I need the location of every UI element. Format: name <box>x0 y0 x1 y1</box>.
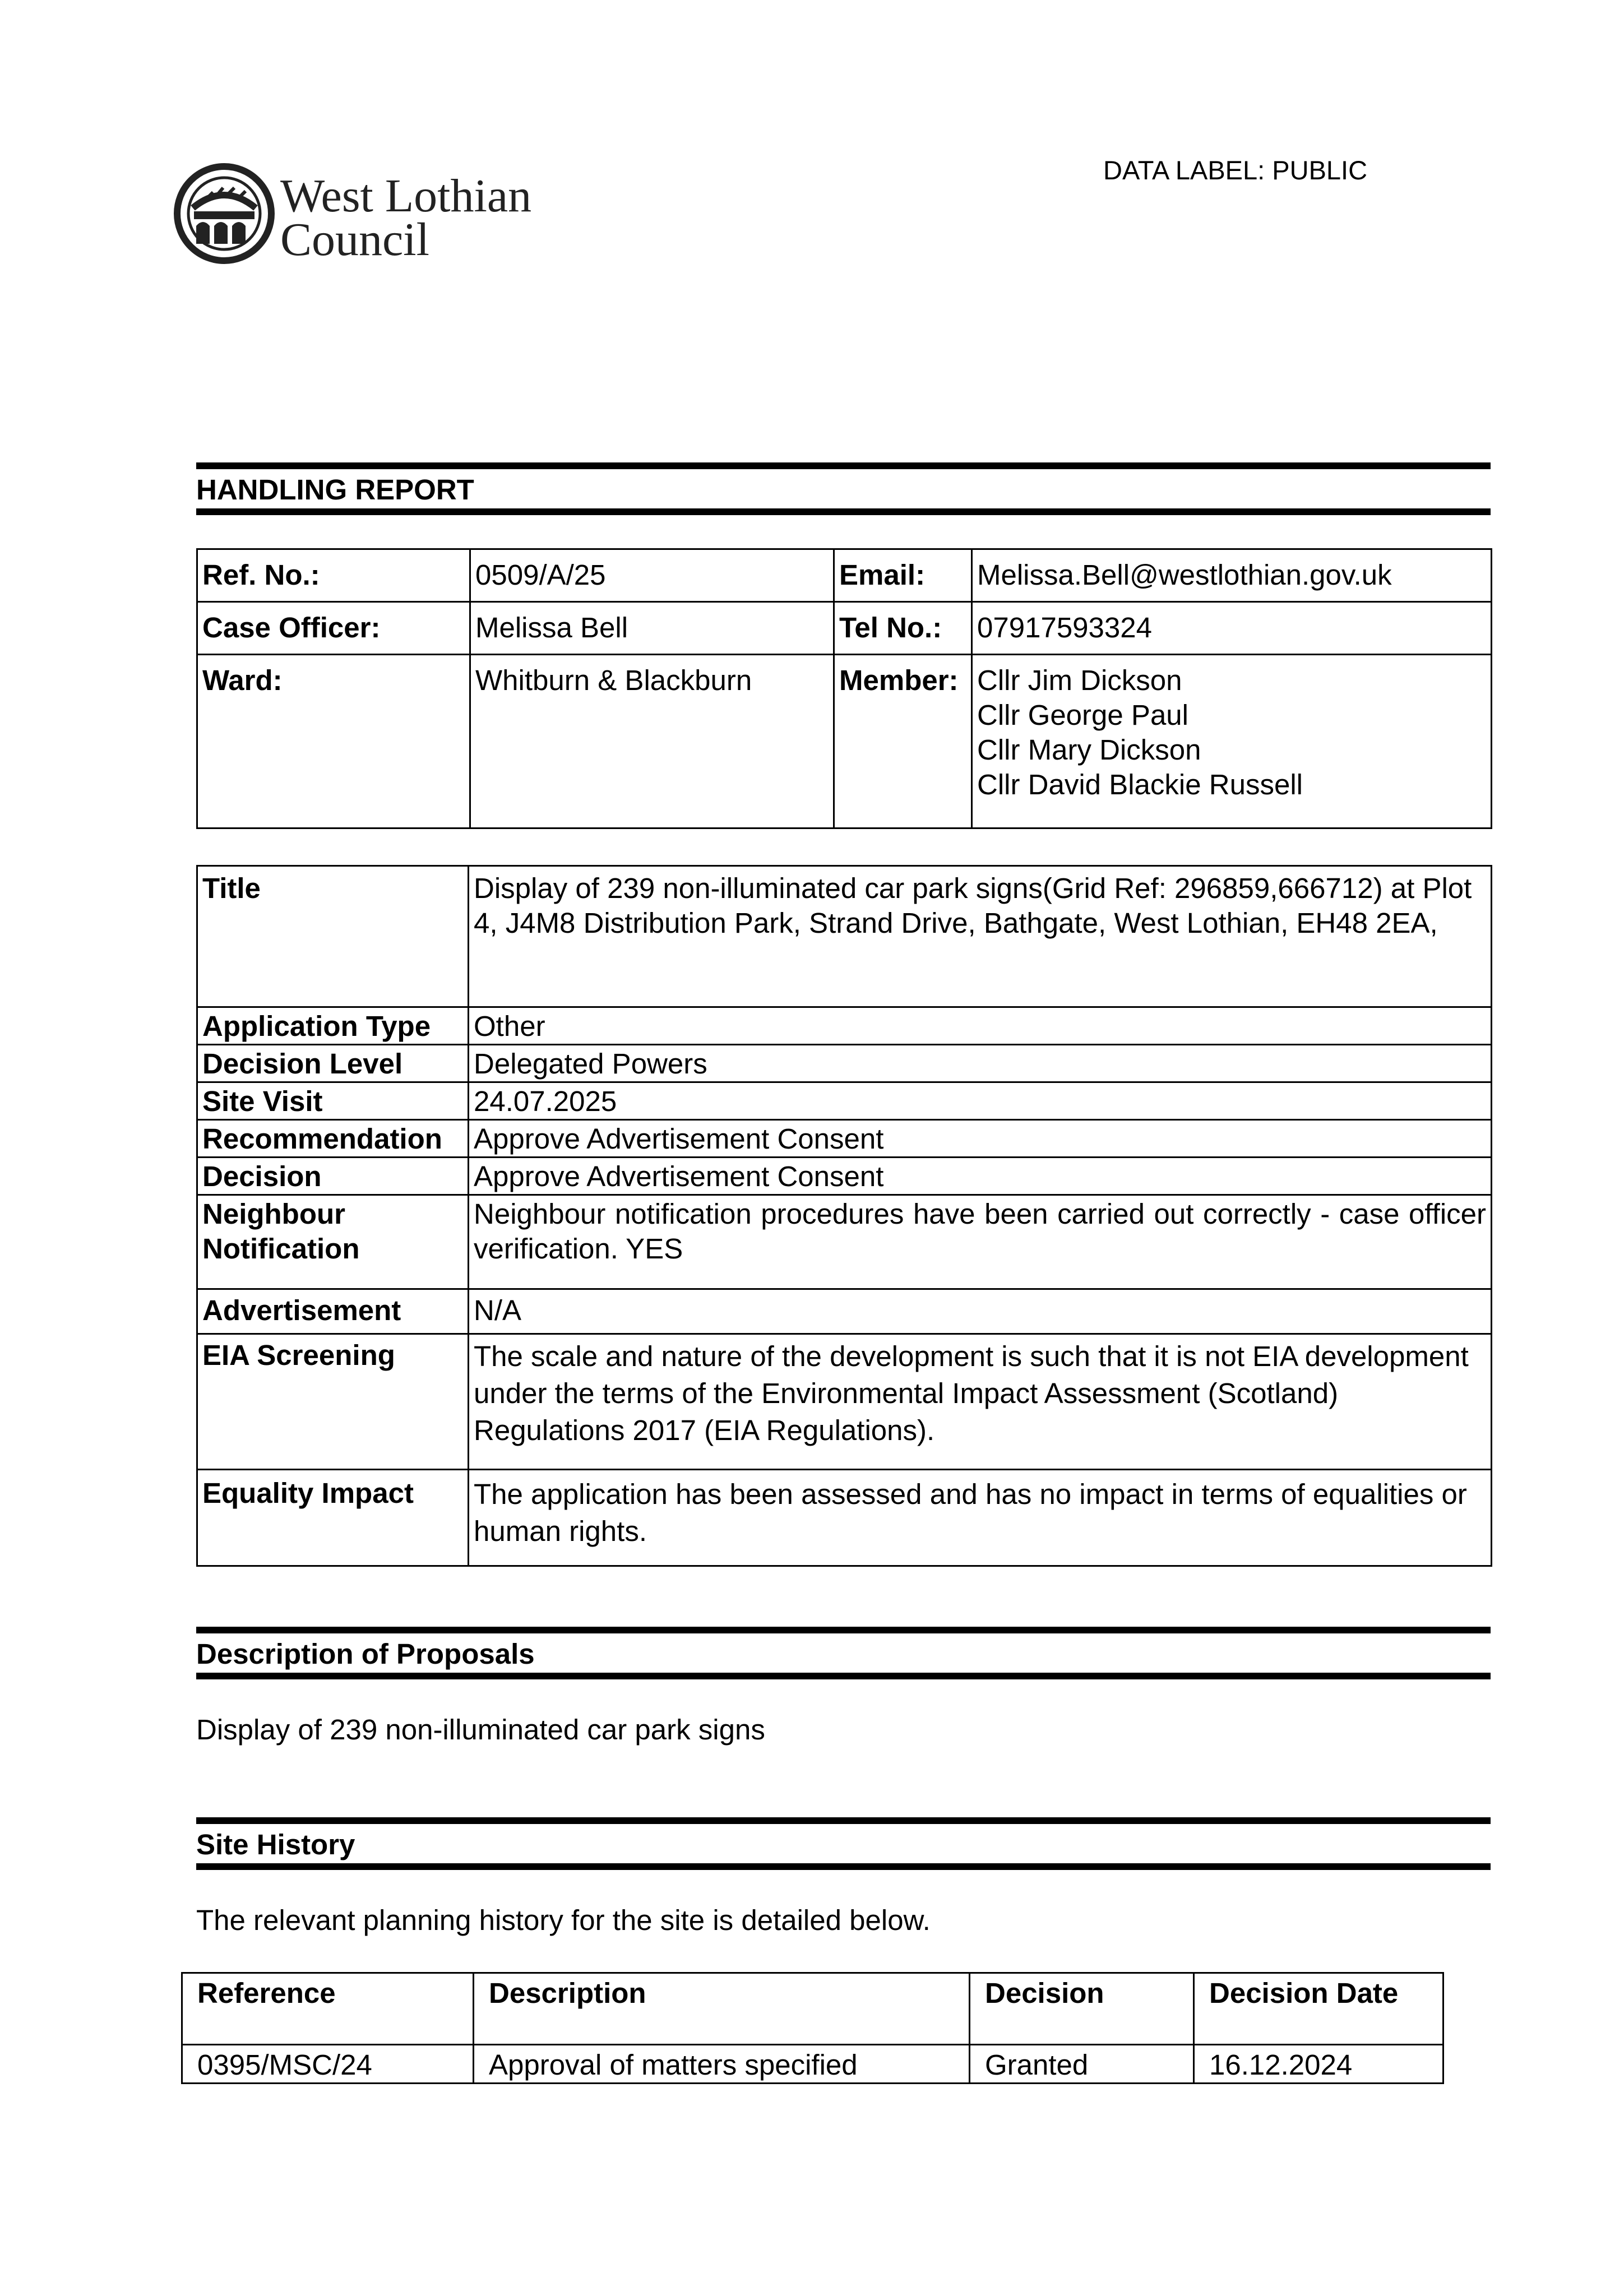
tel-label: Tel No.: <box>834 602 972 655</box>
eia-screening-label: EIA Screening <box>197 1334 469 1470</box>
logo-text-line2: Council <box>280 214 429 266</box>
description-of-proposals-header <box>196 1627 1491 1679</box>
site-history-heading: Site History <box>196 1829 355 1860</box>
history-decision-date: 16.12.2024 <box>1194 2045 1443 2084</box>
recommendation-label: Recommendation <box>197 1120 469 1158</box>
council-logo <box>174 160 555 272</box>
advertisement-value: N/A <box>469 1289 1492 1334</box>
history-decision: Granted <box>970 2045 1194 2084</box>
ward-value: Whitburn & Blackburn <box>470 655 834 828</box>
email-label: Email: <box>834 549 972 602</box>
member-item: Cllr Jim Dickson <box>977 664 1182 696</box>
case-details-table <box>196 548 1492 829</box>
history-col-decision: Decision <box>970 1973 1194 2045</box>
history-col-decision-date: Decision Date <box>1194 1973 1443 2045</box>
eia-screening-value: The scale and nature of the development is such that it is not EIA development under the terms of the Environmental Impact Assessment (Scotland) Regulations 2017 (EIA Regulations). <box>469 1334 1492 1470</box>
site-history-table <box>181 1972 1444 2084</box>
case-officer-value: Melissa Bell <box>470 602 834 655</box>
member-item: Cllr David Blackie Russell <box>977 769 1303 800</box>
decision-value: Approve Advertisement Consent <box>469 1158 1492 1195</box>
neighbour-notification-label: Neighbour Notification <box>197 1195 469 1289</box>
history-reference: 0395/MSC/24 <box>182 2045 474 2084</box>
application-type-label: Application Type <box>197 1007 469 1045</box>
application-type-value: Other <box>469 1007 1492 1045</box>
member-label: Member: <box>834 655 972 828</box>
member-item: Cllr Mary Dickson <box>977 734 1201 766</box>
viaduct-emblem-icon <box>177 166 271 261</box>
recommendation-value: Approve Advertisement Consent <box>469 1120 1492 1158</box>
equality-impact-value: The application has been assessed and has no impact in terms of equalities or human rights. <box>469 1470 1492 1566</box>
neighbour-notification-value: Neighbour notification procedures have been carried out correctly - case officer verification. YES <box>469 1195 1492 1289</box>
site-visit-value: 24.07.2025 <box>469 1082 1492 1120</box>
decision-level-value: Delegated Powers <box>469 1045 1492 1082</box>
history-col-description: Description <box>474 1973 970 2045</box>
decision-label: Decision <box>197 1158 469 1195</box>
table-row <box>182 2045 1443 2084</box>
proposals-heading: Description of Proposals <box>196 1638 535 1670</box>
email-value: Melissa.Bell@westlothian.gov.uk <box>972 549 1492 602</box>
title-value: Display of 239 non-illuminated car park signs(Grid Ref: 296859,666712) at Plot 4, J4M8 Distribution Park, Strand Drive, Bathgate, West Lothian, EH48 2EA, <box>469 866 1492 1007</box>
ref-value: 0509/A/25 <box>470 549 834 602</box>
site-visit-label: Site Visit <box>197 1082 469 1120</box>
tel-value: 07917593324 <box>972 602 1492 655</box>
data-label: DATA LABEL: PUBLIC <box>1103 155 1368 185</box>
application-details-table <box>196 865 1492 1567</box>
advertisement-label: Advertisement <box>197 1289 469 1334</box>
handling-report-header <box>196 462 1491 515</box>
member-item: Cllr George Paul <box>977 699 1188 731</box>
decision-level-label: Decision Level <box>197 1045 469 1082</box>
members-list <box>972 655 1492 828</box>
ward-label: Ward: <box>197 655 470 828</box>
proposals-text: Display of 239 non-illuminated car park signs <box>196 1714 765 1746</box>
site-history-header <box>196 1817 1491 1870</box>
title-label: Title <box>197 866 469 1007</box>
history-description: Approval of matters specified <box>474 2045 970 2084</box>
site-history-intro: The relevant planning history for the site is detailed below. <box>196 1904 931 1936</box>
history-col-reference: Reference <box>182 1973 474 2045</box>
report-title: HANDLING REPORT <box>196 474 474 506</box>
logo-text-line1: West Lothian <box>280 170 532 222</box>
ref-label: Ref. No.: <box>197 549 470 602</box>
case-officer-label: Case Officer: <box>197 602 470 655</box>
equality-impact-label: Equality Impact <box>197 1470 469 1566</box>
